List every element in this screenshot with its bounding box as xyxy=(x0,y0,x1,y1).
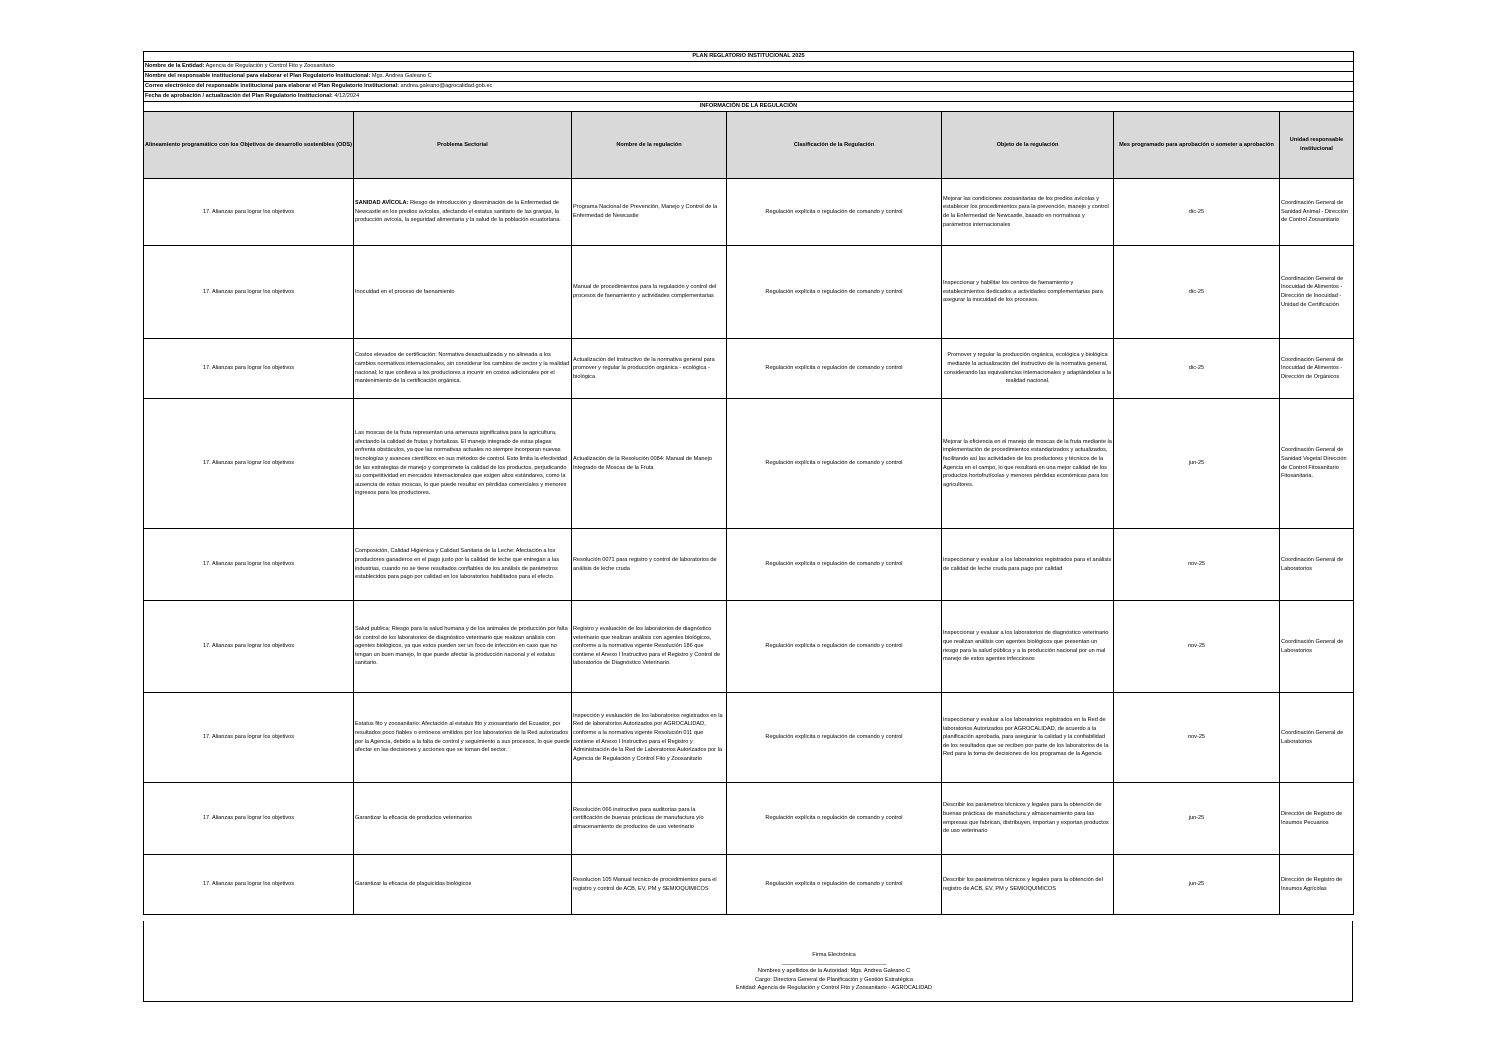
regulation-name-cell: Manual de procedimientos para la regulación y control del procesos de faenamiento y actividades complementarias xyxy=(572,246,727,339)
ods-cell: 17. Alianzas para lograr los objetivos xyxy=(144,601,354,693)
email-label: Correo electrónico del responsable institucional para elaborar el Plan Regulatorio Institucional: xyxy=(145,83,399,90)
plan-title: PLAN REGLATORIO INSTITUCIONAL 2025 xyxy=(144,52,1354,62)
object-cell: Promover y regular la producción orgánica, ecológica y biológica mediante la actualización del instructivo de la normativa general, considerando las equivalencias internacionales y adaptándolas a la realidad nacional. xyxy=(942,339,1114,399)
unit-cell: Coordinación General de Sanidad Animal - Dirección de Control Zoosanitario xyxy=(1280,179,1354,246)
ods-cell: 17. Alianzas para lograr los objetivos xyxy=(144,855,354,915)
ods-cell: 17. Alianzas para lograr los objetivos xyxy=(144,693,354,783)
signature-label: Firma Electrónica xyxy=(812,952,856,958)
regulation-name-cell: Inspección y evaluación de los laboratorios registrados en la Red de laboratorios Autorizados por AGROCALIDAD, conforme a la normativa vigente Resolución 011 que contiene el Anexo I Instructivo para el Registro y Administración de la Red de Laboratorios Autorizados por la Agencia de Regulación y Control Fito y Zoosanitario xyxy=(572,693,727,783)
problem-cell: Garantizar la eficacia de plaguicidas biológicos xyxy=(354,855,572,915)
unit-cell: Coordinación General de Sanidad Vegetal Dirección de Control Fitosanitario Fitosanitaria. xyxy=(1280,399,1354,529)
email-value: andrea.galeano@agrocalidad.gob.ec xyxy=(400,83,493,90)
unit-cell: Dirección de Registro de Insumos Pecuarios xyxy=(1280,783,1354,855)
classification-cell: Regulación explícita o regulación de comando y control xyxy=(727,855,942,915)
entity-line xyxy=(144,62,1354,72)
object-cell: Mejorar la eficiencia en el manejo de moscas de la fruta mediante la implementación de procedimientos estandarizados y actualizados, facilitando así las actividades de los productores y técnicos de la Agencia en el campo, lo que resultará en una mejor calidad de los productos hortofrutícolas y menores pérdidas económicas para los agricultores. xyxy=(942,399,1114,529)
problem-text: Riesgo de introducción y diseminación de la Enfermedad de Newcastle en los predios avícolas, afectando el estatus sanitario de las granjas, la producción avícola, la seguridad alimentaria y la salud de la población ecuatoriana. xyxy=(355,200,561,224)
authority-entity: Entidad: Agencia de Regulación y Control Fito y Zoosanitario - AGROCALIDAD xyxy=(735,984,933,991)
ods-cell: 17. Alianzas para lograr los objetivos xyxy=(144,246,354,339)
regulation-name-cell: Actualización del Instructivo de la normativa general para promover y regular la producción orgánica - ecológica - biológica xyxy=(572,339,727,399)
column-header-row xyxy=(144,112,1354,179)
classification-cell: Regulación explícita o regulación de comando y control xyxy=(727,399,942,529)
problem-cell: Costos elevados de certificación: Normativa desactualizada y no alineada a los cambios normativos internacionales, sin considerar los cambios de sector y la realidad nacional; lo que conlleva a los productores a incurrir en costos adicionales por el mantenimiento de la certificación orgánica. xyxy=(354,339,572,399)
table-row xyxy=(144,399,1354,529)
unit-cell: Coordinación General de Laboratorios xyxy=(1280,693,1354,783)
problem-cell: Salud publica: Riesgo para la salud humana y de los animales de producción por falta de control de los laboratorios de diagnóstico veterinario que realizan análisis con agentes biológicos, ya que estos pueden ser un foco de infección en caso que no tengan un buen manejo, lo que puede afectar la producción nacional y el estatus sanitario. xyxy=(354,601,572,693)
classification-cell: Regulación explícita o regulación de comando y control xyxy=(727,693,942,783)
col-header-ods: Alineamiento programático con los Objetivos de desarrollo sostenibles (ODS) xyxy=(144,112,354,179)
classification-cell: Regulación explícita o regulación de comando y control xyxy=(727,529,942,601)
table-row xyxy=(144,855,1354,915)
col-header-month: Mes programado para aprobación o someter a aprobación xyxy=(1114,112,1280,179)
object-cell: Inspeccionar y evaluar a los laboratorios registrados para el análisis de calidad de leche cruda para pago por calidad xyxy=(942,529,1114,601)
table-row xyxy=(144,529,1354,601)
table-row xyxy=(144,246,1354,339)
object-cell: Inspeccionar y habilitar los centros de faenamiento y establecimientos dedicados a actividades complementarias para asegurar la inocuidad de los procesos. xyxy=(942,246,1114,339)
regulatory-plan-sheet xyxy=(143,51,1353,915)
authority-name: Nombres y apellidos de la Autoridad: Mgs. Andrea Galeano C xyxy=(757,968,911,975)
ods-cell: 17. Alianzas para lograr los objetivos xyxy=(144,179,354,246)
regulation-name-cell: Resolucion 105 Manual tecnico de procedimientos para el registro y control de ACB, EV, PM y SEMIOQUIMICOS xyxy=(572,855,727,915)
col-header-classification: Clasificación de la Regulación xyxy=(727,112,942,179)
table-row xyxy=(144,339,1354,399)
regulation-name-cell: Registro y evaluación de los laboratorios de diagnóstico veterinario que realizan análisis con agentes biológicos, conforme a la normativa vigente Resolución 186 que contiene el Anexo I Instructivo para el Registro y Control de laboratorios de Diagnóstico Veterinario. xyxy=(572,601,727,693)
section-title: INFORMACIÓN DE LA REGULACIÓN xyxy=(144,102,1354,112)
problem-bold-label: SANIDAD AVÍCOLA: xyxy=(355,200,409,207)
problem-cell: Estatus fito y zoosanitario: Afectación al estatus fito y zoosanitario del Ecuador, por resultados poco fiables o erróneos emitidos por los laboratorios de la Red autorizados por la Agencia, debido a la falta de control y seguimiento a sus procesos, lo que puede afectar en las decisiones y acciones que se toman del sector. xyxy=(354,693,572,783)
unit-cell: Dirección de Registro de Insumos Agrícolas xyxy=(1280,855,1354,915)
object-cell: Describir los parámetros técnicos y legales para la obtención del registro de ACB, EV, PM y SEMIOQUIMICOS xyxy=(942,855,1114,915)
month-cell: nov-25 xyxy=(1114,601,1280,693)
problem-cell: Garantizar la eficacia de productos veterinarios xyxy=(354,783,572,855)
month-cell: jun-25 xyxy=(1114,783,1280,855)
col-header-name: Nombre de la regulación xyxy=(572,112,727,179)
unit-cell: Coordinación General de Laboratorios xyxy=(1280,601,1354,693)
entity-value: Agencia de Regulación y Control Fito y Zoosanitario xyxy=(205,63,335,70)
table-body xyxy=(144,179,1354,915)
signature-block xyxy=(684,951,984,992)
date-line xyxy=(144,92,1354,102)
regulation-name-cell: Resolución 066 instructivo para auditorias para la certificación de buenas prácticas de manufactura y/o almacenamiento de productos de uso veterinario xyxy=(572,783,727,855)
problem-cell xyxy=(354,179,572,246)
regulatory-plan-table xyxy=(143,51,1354,915)
table-row xyxy=(144,783,1354,855)
signature-footer xyxy=(143,921,1353,1002)
month-cell: jun-25 xyxy=(1114,399,1280,529)
signature-line: ________________________________________ xyxy=(781,960,887,967)
month-cell: dic-25 xyxy=(1114,179,1280,246)
table-row xyxy=(144,693,1354,783)
ods-cell: 17. Alianzas para lograr los objetivos xyxy=(144,399,354,529)
object-cell: Describir los parámetros técnicos y legales para la obtención de buenas prácticas de manufactura y almacenamiento para las empresas que fabrican, distribuyen, importan y exportan productos de uso veterinario xyxy=(942,783,1114,855)
classification-cell: Regulación explícita o regulación de comando y control xyxy=(727,339,942,399)
email-line xyxy=(144,82,1354,92)
col-header-object: Objeto de la regulación xyxy=(942,112,1114,179)
col-header-problem: Problema Sectorial xyxy=(354,112,572,179)
month-cell: nov-25 xyxy=(1114,693,1280,783)
object-cell: Inspeccionar y evaluar a los laboratorios de diagnóstico veterinario que realizan análisis con agentes biológicos que presentan un riesgo para la salud pública y a la producción nacional por un mal manejo de estos agentes infecciosos xyxy=(942,601,1114,693)
problem-cell: Las moscas de la fruta representan una amenaza significativa para la agricultura, afectando la calidad de frutas y hortalizas. El manejo integrado de estas plagas enfrenta obstáculos, ya que las normativas actuales no siempre incorporan nuevas tecnologías y avances científicos en sus métodos de control. Esto limita la efectividad de las estrategias de manejo y compromete la calidad de los productos, perjudicando su competitividad en mercados internacionales que exigen altos estándares, como la ausencia de estas moscas, lo que puede resultar en pérdidas comerciales y menores ingresos para los productores. xyxy=(354,399,572,529)
table-row xyxy=(144,179,1354,246)
month-cell: jun-25 xyxy=(1114,855,1280,915)
month-cell: dic-25 xyxy=(1114,246,1280,339)
problem-cell: Composición, Calidad Higiénica y Calidad Sanitaria de la Leche: Afectación a los productores ganaderos en el pago justo por la calidad de leche que entregan a las industrias, cuando no se tiene resultados confiables de los análisis de parámetros establecidos para pago por calidad en los laboratorios habilitados para el efecto. xyxy=(354,529,572,601)
date-value: 4/12/2024 xyxy=(334,93,360,100)
regulation-name-cell: Resolución 0071 para registro y control de laboratorios de análisis de leche cruda xyxy=(572,529,727,601)
authority-role: Cargo: Directora General de Planificación y Gestión Estratégica xyxy=(755,976,913,983)
entity-label: Nombre de la Entidad: xyxy=(145,63,205,70)
col-header-unit: Unidad responsable institucional xyxy=(1280,112,1354,179)
month-cell: dic-25 xyxy=(1114,339,1280,399)
month-cell: nov-25 xyxy=(1114,529,1280,601)
table-row xyxy=(144,601,1354,693)
classification-cell: Regulación explícita o regulación de comando y control xyxy=(727,246,942,339)
problem-cell: Inocuidad en el proceso de faenamiento xyxy=(354,246,572,339)
responsible-value: Mgs. Andrea Galeano C xyxy=(371,73,432,80)
regulation-name-cell: Actualización de la Resolución 0084: Manual de Manejo Integrado de Moscas de la Fruta xyxy=(572,399,727,529)
unit-cell: Coordinación General de Laboratorios xyxy=(1280,529,1354,601)
unit-cell: Coordinación General de Inocuidad de Alimentos - Dirección de Inocuidad - Unidad de Certificación xyxy=(1280,246,1354,339)
responsible-label: Nombre del responsable institucional para elaborar el Plan Regulatorio Institucional: xyxy=(145,73,371,80)
object-cell: Inspeccionar y evaluar a los laboratorios registrados en la Red de laboratorios Autorizados por AGROCALIDAD, de acuerdo a la planificación aprobada, para asegurar la calidad y la confiabilidad de los resultados que se reciben por parte de los laboratorios de la Red para la toma de decisiones de los programas de la Agencia xyxy=(942,693,1114,783)
regulation-name-cell: Programa Nacional de Prevención, Manejo y Control de la Enfermedad de Newcastle xyxy=(572,179,727,246)
responsible-line xyxy=(144,72,1354,82)
classification-cell: Regulación explícita o regulación de comando y control xyxy=(727,783,942,855)
date-label: Fecha de aprobación / actualización del Plan Regulatorio Institucional: xyxy=(145,93,333,100)
ods-cell: 17. Alianzas para lograr los objetivos xyxy=(144,529,354,601)
classification-cell: Regulación explícita o regulación de comando y control xyxy=(727,601,942,693)
ods-cell: 17. Alianzas para lograr los objetivos xyxy=(144,783,354,855)
classification-cell: Regulación explícita o regulación de comando y control xyxy=(727,179,942,246)
ods-cell: 17. Alianzas para lograr los objetivos xyxy=(144,339,354,399)
unit-cell: Coordinación General de Inocuidad de Alimentos - Dirección de Orgánicos xyxy=(1280,339,1354,399)
object-cell: Mejorar las condiciones zoosanitarias de los predios avícolas y establecer los procedimientos para la prevención, manejo y control de la Enfermedad de Newcastle, basado en normativas y parámetros internacionales xyxy=(942,179,1114,246)
